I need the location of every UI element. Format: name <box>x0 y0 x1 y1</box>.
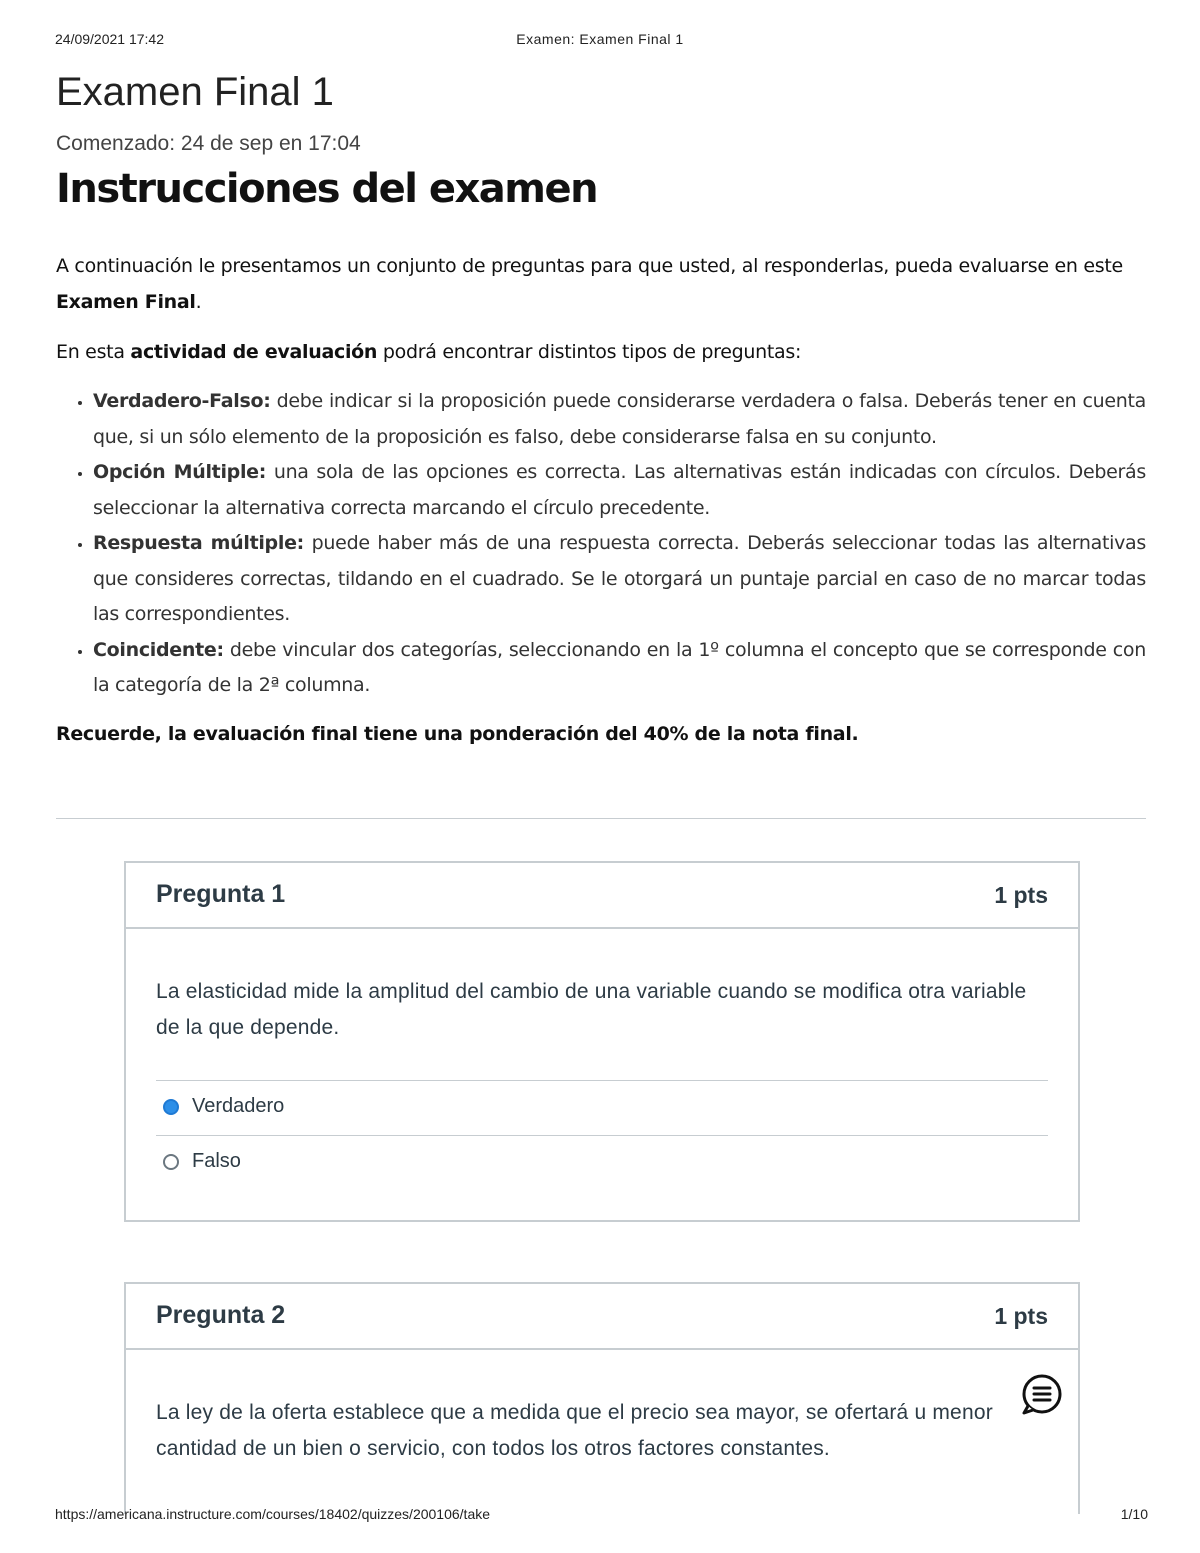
section-divider <box>56 818 1146 819</box>
question-text: La elasticidad mide la amplitud del cambio de una variable cuando se modifica otra variable de la que depende. <box>156 980 1027 1039</box>
radio-unselected-icon[interactable] <box>163 1154 179 1170</box>
instructions-reminder: Recuerde, la evaluación final tiene una ponderación del 40% de la nota final. <box>56 722 859 745</box>
instructions-intro <box>56 248 1146 320</box>
answer-option-falso[interactable] <box>156 1136 1048 1190</box>
quiz-title: Examen Final 1 <box>56 70 334 114</box>
question-header <box>126 1284 1078 1350</box>
instructions-types-intro <box>56 334 1146 370</box>
types-intro-bold: actividad de evaluación <box>130 341 378 363</box>
quiz-content <box>56 60 1146 752</box>
list-item <box>93 633 1146 704</box>
type-text: puede haber más de una respuesta correcta. Deberás seleccionar todas las alternativas que consideres correctas, tildando en el cuadrado. Se le otorgará un puntaje parcial en caso de no marcar todas las correspondientes. <box>93 532 1146 625</box>
instructions-title: Instrucciones del examen <box>56 166 598 212</box>
question-text: La ley de la oferta establece que a medida que el precio sea mayor, se ofertará u menor cantidad de un bien o servicio, con todos los otros factores constantes. <box>156 1401 993 1460</box>
type-label: Coincidente: <box>93 638 224 661</box>
chat-bubble-icon[interactable] <box>1017 1371 1065 1419</box>
answer-list <box>156 1080 1048 1190</box>
types-intro-end: podrá encontrar distintos tipos de preguntas: <box>377 341 802 363</box>
question-types-list <box>56 384 1146 704</box>
print-page-number: 1/10 <box>1120 1506 1148 1522</box>
print-page-title: Examen: Examen Final 1 <box>516 31 684 47</box>
type-text: debe indicar si la proposición puede considerarse verdadera o falsa. Deberás tener en cuenta que, si un sólo elemento de la proposición es falso, debe considerarse falsa en su conjunto. <box>93 390 1146 448</box>
radio-selected-icon[interactable] <box>163 1099 179 1115</box>
type-label: Verdadero-Falso: <box>93 390 271 412</box>
question-header <box>126 863 1078 929</box>
chat-icon-graphic <box>1018 1372 1064 1418</box>
type-text: una sola de las opciones es correcta. Las alternativas están indicadas con círculos. Deberás seleccionar la alternativa correcta marcando el círculo precedente. <box>93 461 1146 519</box>
instructions-body <box>56 248 1146 752</box>
question-points: 1 pts <box>994 882 1048 908</box>
question-name: Pregunta 2 <box>156 1301 286 1329</box>
list-item <box>93 384 1146 455</box>
question-2 <box>124 1282 1080 1514</box>
answer-option-verdadero[interactable] <box>156 1081 1048 1136</box>
print-datetime: 24/09/2021 17:42 <box>55 31 164 47</box>
type-label: Respuesta múltiple: <box>93 532 304 554</box>
type-text: debe vincular dos categorías, seleccionando en la 1º columna el concepto que se corresponde con la categoría de la 2ª columna. <box>93 638 1146 696</box>
list-item <box>93 526 1146 633</box>
list-item <box>93 455 1146 526</box>
answer-label[interactable]: Falso <box>192 1150 241 1172</box>
intro-text: A continuación le presentamos un conjunto de preguntas para que usted, al responderlas, pueda evaluarse en este <box>56 255 1123 277</box>
quiz-started-time: Comenzado: 24 de sep en 17:04 <box>56 132 361 155</box>
question-name: Pregunta 1 <box>156 880 286 908</box>
question-1 <box>124 861 1080 1222</box>
answer-label[interactable]: Verdadero <box>192 1095 285 1117</box>
intro-bold: Examen Final <box>56 291 196 313</box>
question-points: 1 pts <box>994 1303 1048 1329</box>
type-label: Opción Múltiple: <box>93 461 267 483</box>
print-url: https://americana.instructure.com/courses/18402/quizzes/200106/take <box>55 1506 491 1522</box>
types-intro-text: En esta <box>56 341 131 363</box>
intro-end: . <box>195 291 202 313</box>
